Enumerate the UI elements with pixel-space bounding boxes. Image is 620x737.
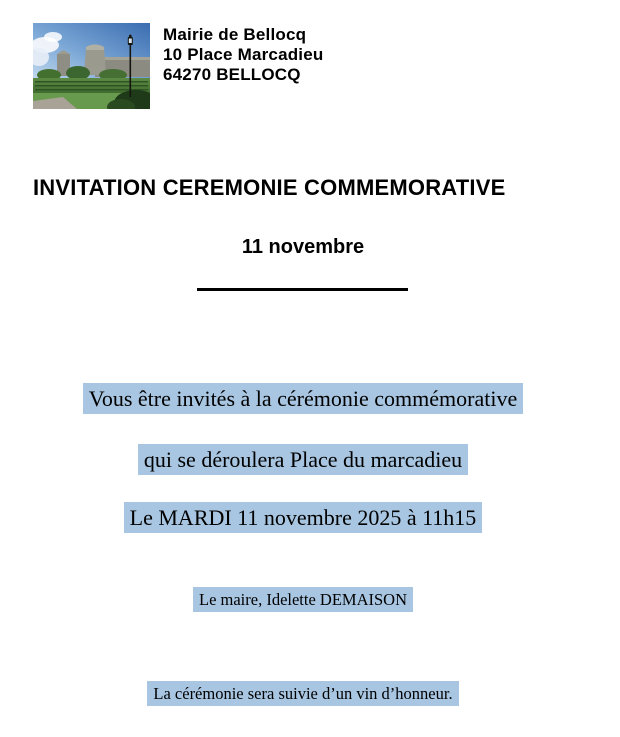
bellocq-castle-photo <box>33 23 150 109</box>
highlighted-text: Vous être invités à la cérémonie commémorative <box>83 383 523 414</box>
invitation-line-1 <box>0 386 606 412</box>
sender-street: 10 Place Marcadieu <box>163 45 324 64</box>
highlighted-text: Le maire, Idelette DEMAISON <box>193 587 413 612</box>
sender-address-block <box>163 25 323 85</box>
title-underline-rule <box>197 288 408 291</box>
sender-city: 64270 BELLOCQ <box>163 65 301 84</box>
sender-name: Mairie de Bellocq <box>163 25 307 44</box>
invitation-line-3 <box>0 505 606 531</box>
invitation-line-2 <box>0 447 606 473</box>
footer-note-line <box>0 684 606 704</box>
highlighted-text: La cérémonie sera suivie d’un vin d’honneur. <box>147 681 458 706</box>
highlighted-text: qui se déroulera Place du marcadieu <box>138 444 468 475</box>
signature-line <box>0 590 606 610</box>
highlighted-text: Le MARDI 11 novembre 2025 à 11h15 <box>124 502 483 533</box>
document-title: INVITATION CEREMONIE COMMEMORATIVE <box>33 175 506 200</box>
document-subtitle: 11 novembre <box>241 236 365 258</box>
